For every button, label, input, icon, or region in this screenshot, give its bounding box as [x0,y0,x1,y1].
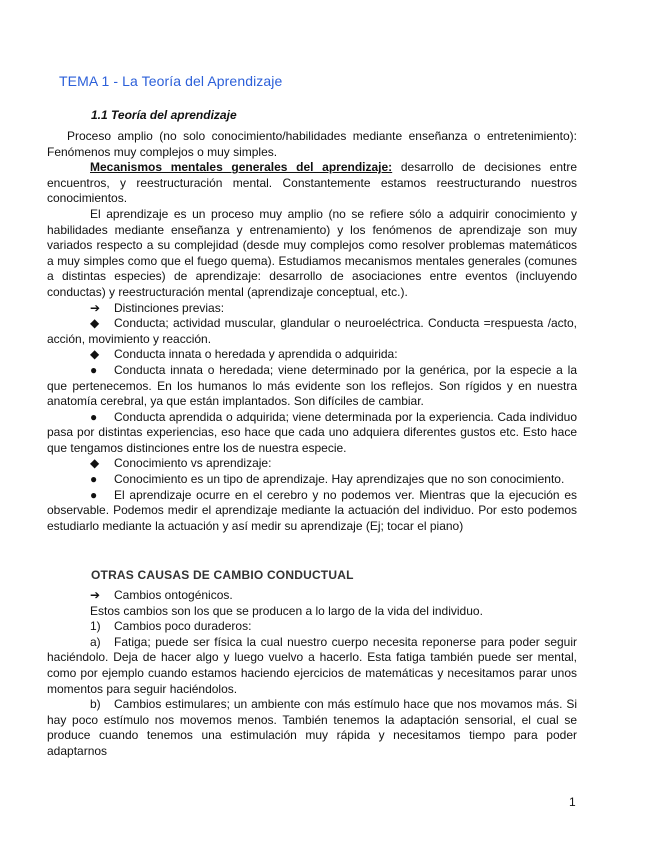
page-number: 1 [569,795,576,809]
secondary-text [47,588,577,760]
arrow-icon: ➔ [90,588,101,602]
diamond-icon: ◆ [90,316,100,331]
list-item-text: Conducta innata o heredada; viene determinado por la genérica, por la especie a la que pertenecemos. En los humanos lo más evidente son los reflejos. Son rígidos y en nuestra anatomía cerebral, ya que están implantados. Son difíciles de cambiar. [47,362,577,409]
diamond-icon: ◆ [90,347,100,362]
list-item [47,697,577,759]
list-item [47,410,577,457]
list-item [47,347,577,363]
main-text [47,129,577,534]
list-item-text: Fatiga; puede ser física la cual nuestro cuerpo necesita reponerse para poder seguir haciéndolo. Deja de hacer algo y luego vuelvo a hacerlo. Esta fatiga también puede ser mental, como por ejemplo cuando estamos haciendo ejercicios de matemáticas y necesitamos parar unos momentos para seguir haciéndolos. [47,634,577,696]
dot-icon: ● [90,472,98,487]
list-letter: b) [90,697,101,712]
list-item-text: Cambios poco duraderos: [114,619,252,634]
arrow-icon: ➔ [90,300,101,315]
list-item-text: Cambios estimulares; un ambiente con más estímulo hace que nos movamos más. Si hay poco estímulo nos movemos menos. También tenemos la adaptación sensorial, el cual se produce cuando tenemos una estimulación muy rápida y necesitamos tiempo para poder adaptarnos [47,697,577,758]
underlined-term: Mecanismos mentales generales del aprendizaje: [90,160,393,175]
paragraph-text: desarrollo de decisiones entre encuentros, y reestructuración mental. Constantemente estamos reestructurando nuestros conocimientos. [47,160,577,206]
document-title: TEMA 1 - La Teoría del Aprendizaje [59,73,283,89]
list-item [47,588,577,604]
list-item [47,619,577,635]
list-item [47,363,577,410]
list-item [47,316,577,347]
list-letter: a) [90,634,101,649]
paragraph: Estos cambios son los que se producen a lo largo de la vida del individuo. [90,603,483,618]
list-item-text: El aprendizaje ocurre en el cerebro y no podemos ver. Mientras que la ejecución es observable. Podemos medir el aprendizaje mediante la actuación del individuo. Por esto podemos estudiarlo mediante la actuación y así medir su aprendizaje (Ej; tocar el piano) [47,487,577,533]
subsection-heading: OTRAS CAUSAS DE CAMBIO CONDUCTUAL [91,568,354,582]
dot-icon: ● [90,487,98,502]
list-item [47,635,577,697]
list-item [47,472,577,488]
list-number: 1) [90,619,101,634]
list-item-text: Conocimiento es un tipo de aprendizaje. Hay aprendizajes que no son conocimiento. [114,472,565,487]
list-item-text: Distinciones previas: [114,300,225,315]
list-item-text: Conducta; actividad muscular, glandular o neuroeléctrica. Conducta =respuesta /acto, acción, movimiento y reacción. [47,316,577,346]
diamond-icon: ◆ [90,456,100,471]
list-item-text: Conducta innata o heredada y aprendida o adquirida: [114,347,398,362]
section-heading: 1.1 Teoría del aprendizaje [91,108,237,122]
dot-icon: ● [90,362,98,377]
list-item [47,456,577,472]
list-item-text: Cambios ontogénicos. [114,588,233,602]
paragraph: El aprendizaje es un proceso muy amplio (no se refiere sólo a adquirir conocimiento y habilidades mediante enseñanza y entrenamiento) y los fenómenos de aprendizaje son muy variados respecto a su complejidad (desde muy complejos como resolver problemas matemáticos a muy simples como que el fuego quema). Estudiamos mecanismos mentales generales (comunes a distintas especies) de aprendizaje: desarrollo de asociaciones entre eventos (incluyendo conductas) y reestructuración mental (aprendizaje conceptual, etc.). [47,206,577,299]
list-item [47,301,577,317]
list-item-text: Conocimiento vs aprendizaje: [114,456,272,471]
list-item-text: Conducta aprendida o adquirida; viene determinada por la experiencia. Cada individuo pasa por distintas experiencias, eso hace que cada uno adquiera diferentes gustos etc. Esto hace que tengamos distinciones entre los de nuestra especie. [47,409,577,455]
paragraph [47,160,577,207]
list-item [47,488,577,535]
paragraph: Proceso amplio (no solo conocimiento/habilidades mediante enseñanza o entretenimiento): Fenómenos muy complejos o muy simples. [47,129,577,159]
dot-icon: ● [90,409,98,424]
